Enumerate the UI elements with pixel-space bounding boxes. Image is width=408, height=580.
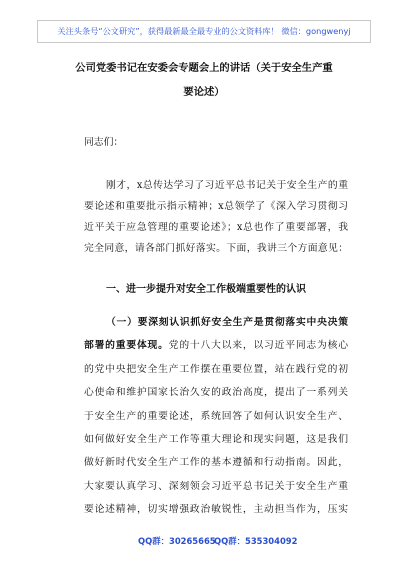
paragraph-line: 于安全生产的重要论述，系统回答了如何认识安全生产、 xyxy=(84,411,348,422)
salutation: 同志们： xyxy=(84,137,124,148)
document-title-line: 公司党委书记在安委会专题会上的讲话（关于安全生产重 xyxy=(75,62,333,74)
paragraph-line xyxy=(106,316,348,330)
paragraph-line: 完全同意，请各部门抓好落实。下面，我讲三个方面意见： xyxy=(84,243,348,254)
paragraph-line: 要论述和重要批示指示精神；x总领学了《深入学习贯彻习 xyxy=(84,201,348,212)
promo-banner-text: 关注头条号“公文研究”，获得最新最全最专业的公文资料库！ 微信：gongwenyj xyxy=(57,26,351,36)
paragraph-line: 心使命和维护国家长治久安的政治高度，提出了一系列关 xyxy=(84,387,348,398)
section-heading: 一、进一步提升对安全工作极端重要性的认识 xyxy=(106,284,306,295)
paragraph-line: 刚才，x总传达学习了习近平总书记关于安全生产的重 xyxy=(106,180,348,191)
paragraph-line: 大家要认真学习、深刻领会习近平总书记关于安全生产重 xyxy=(84,481,348,492)
paragraph-line: 做好新时代安全生产工作的基本遵循和行动指南。因此， xyxy=(84,457,348,468)
document-title-line: 要论述） xyxy=(183,86,225,98)
paragraph-line: 的党中央把安全生产工作摆在重要位置，站在践行党的初 xyxy=(84,364,348,375)
paragraph-text: 党的十八大以来，以习近平同志为核心 xyxy=(168,340,348,351)
qq-group-number: QQ群：30265665 xyxy=(138,536,216,546)
subheading-text: （一）要深刻认识抓好安全生产是贯彻落实中央决策 xyxy=(106,317,348,328)
paragraph-line: 要论述精神，切实增强政治敏锐性，主动担当作为，压实 xyxy=(84,504,348,515)
promo-banner xyxy=(37,20,371,43)
paragraph-line: 近平关于应急管理的重要论述》；x总也作了重要部署，我 xyxy=(84,222,348,233)
paragraph-line: 如何做好安全生产工作等重大理论和现实问题，这是我们 xyxy=(84,434,348,445)
subheading-text: 部署的重要体现。 xyxy=(84,340,169,351)
paragraph-line xyxy=(84,339,348,353)
qq-group-number: QQ群：535304092 xyxy=(214,536,298,546)
